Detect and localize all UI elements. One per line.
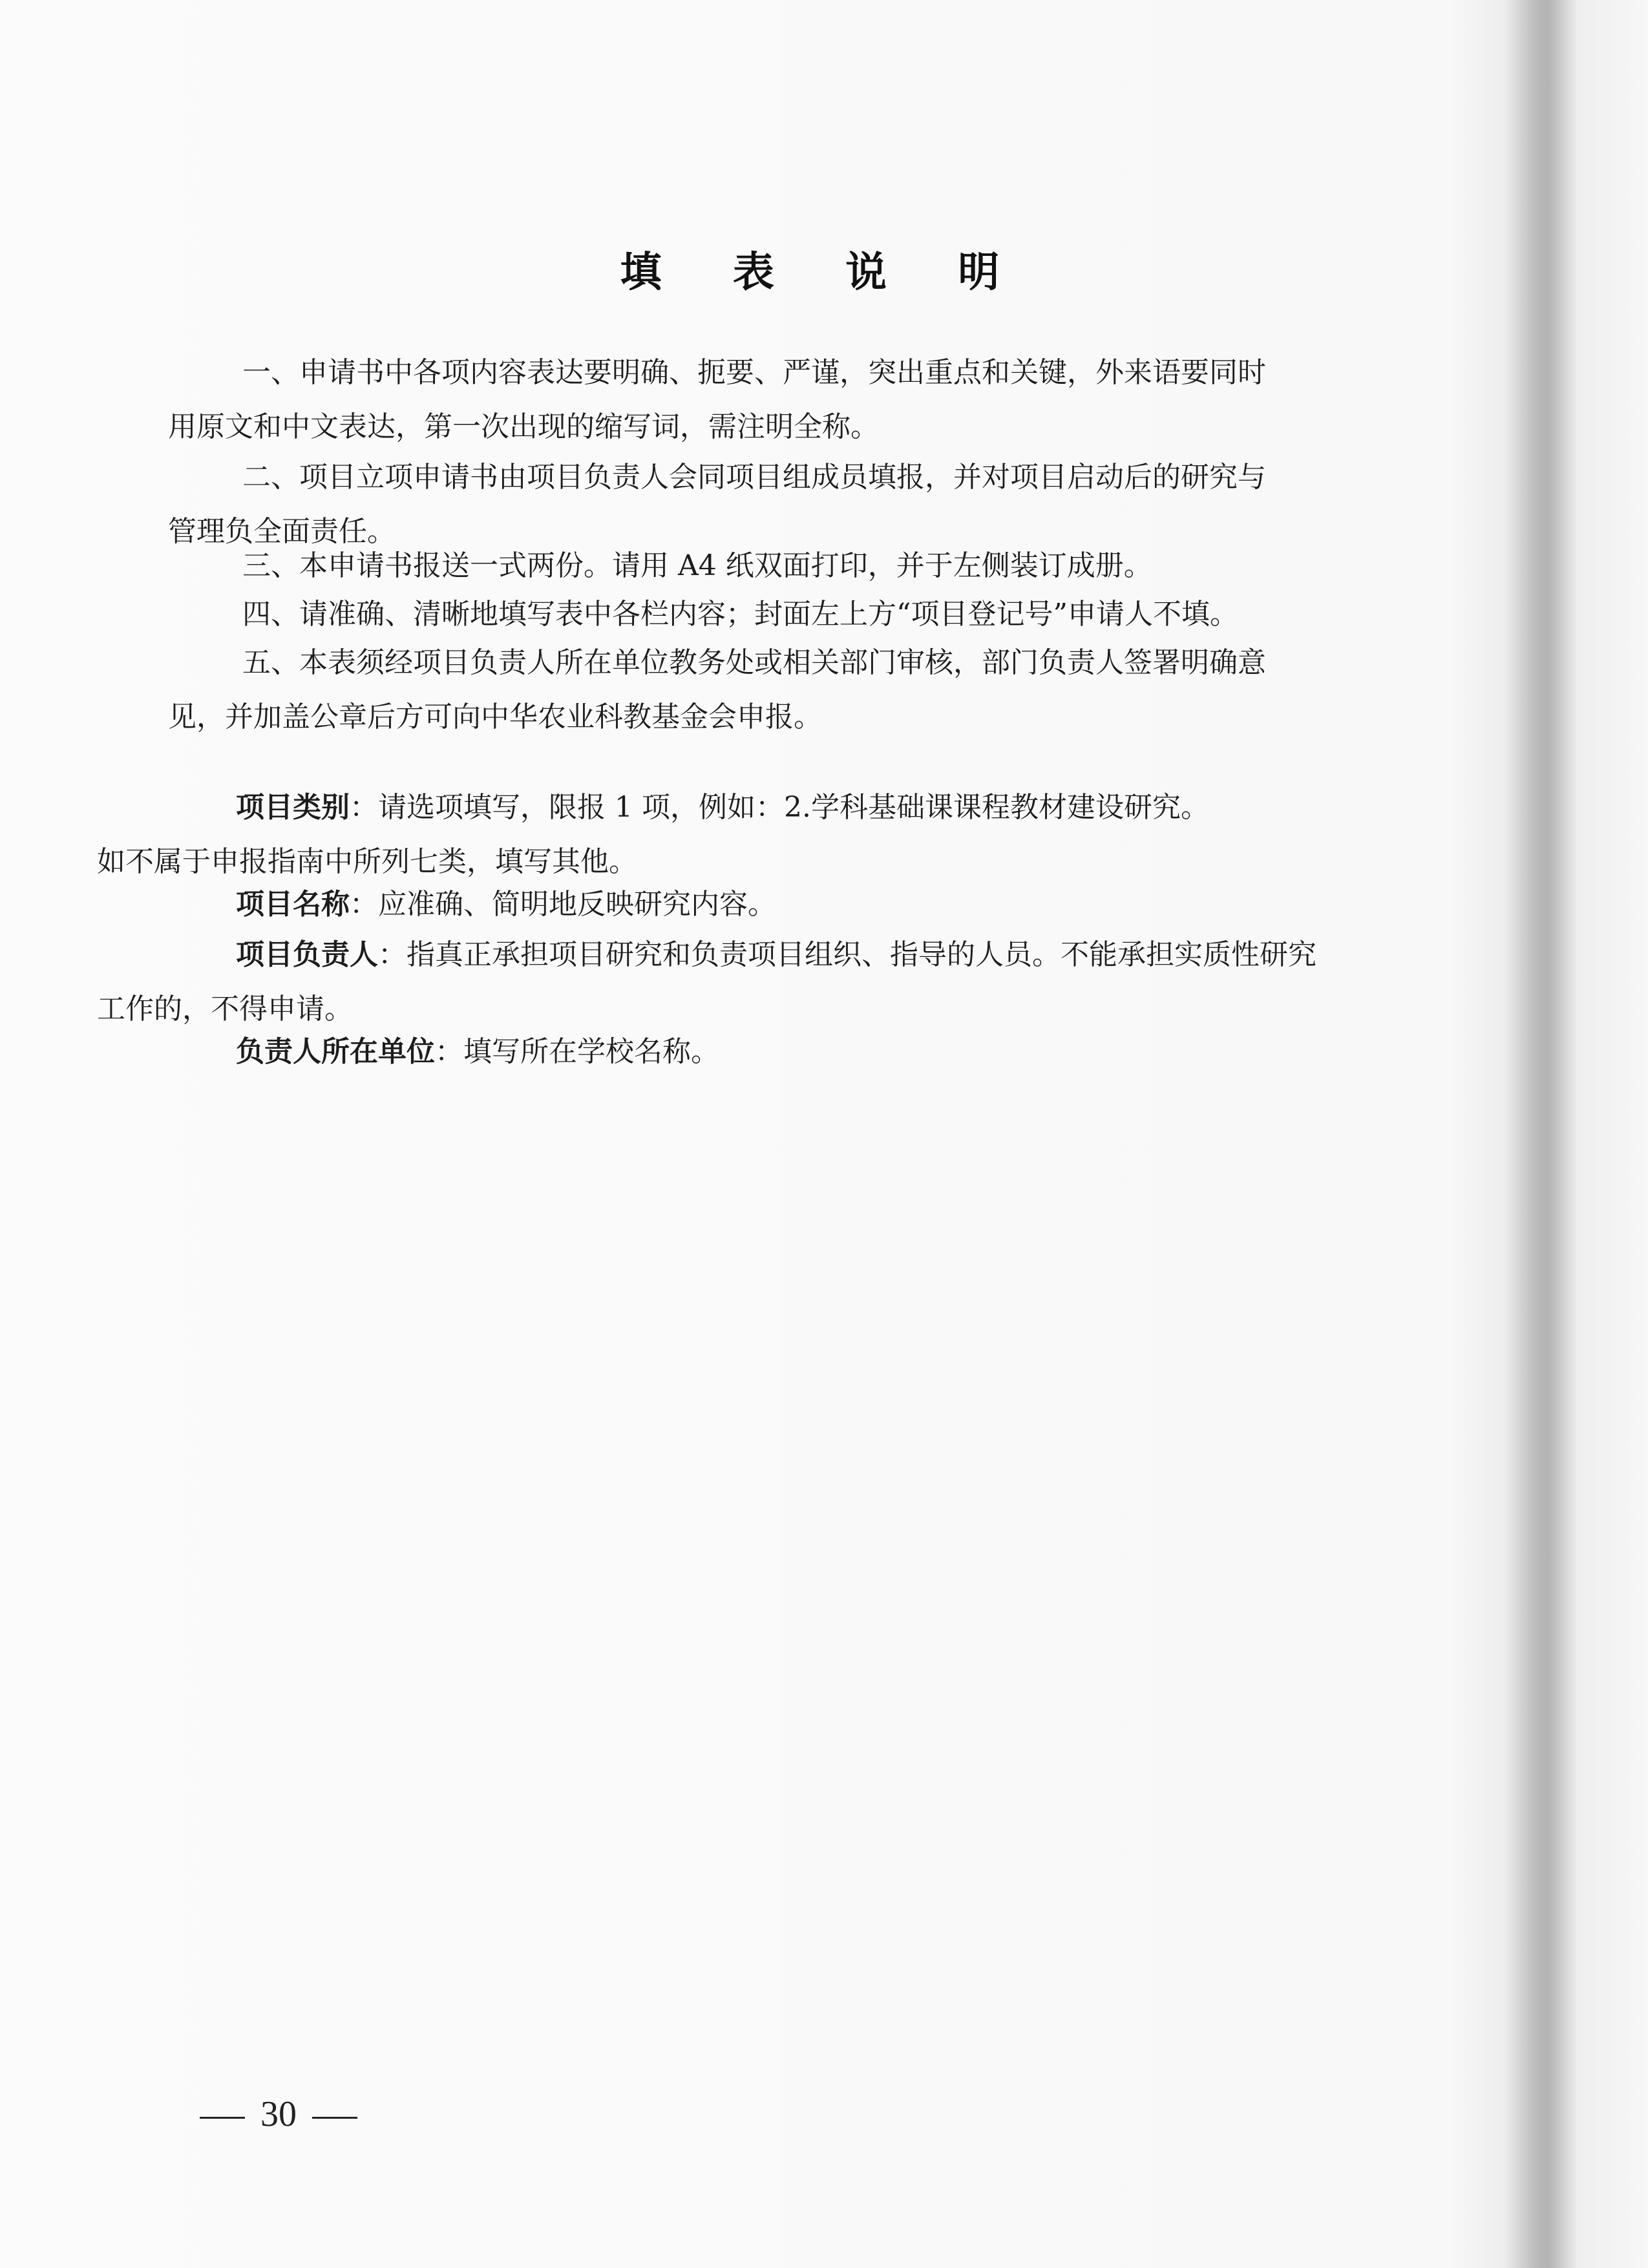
instruction-3-line-1: 三、本申请书报送一式两份。请用 A4 纸双面打印，并于左侧装订成册。 [242, 549, 1152, 582]
page-number-value: 30 [260, 2094, 297, 2134]
instruction-5-line-2: 见，并加盖公章后方可向中华农业科教基金会申报。 [168, 700, 822, 733]
instruction-1-line-1: 一、申请书中各项内容表达要明确、扼要、严谨，突出重点和关键，外来语要同时 [242, 356, 1266, 389]
definition-project-leader [97, 928, 1480, 1036]
definition-2-text: ：应准确、简明地反映研究内容。 [350, 888, 776, 921]
instruction-paragraph-5 [168, 636, 1435, 744]
definition-1-line-1 [97, 781, 1480, 835]
page-number-dash-right [312, 2117, 357, 2119]
definition-3-line-2: 工作的，不得申请。 [97, 992, 353, 1025]
definition-leader-institution [97, 1025, 1480, 1079]
instruction-paragraph-4 [168, 587, 1435, 642]
definition-1-line-2: 如不属于申报指南中所列七类，填写其他。 [97, 845, 637, 878]
definition-4-line-1 [97, 1025, 1480, 1079]
definition-2-line-1 [97, 877, 1480, 932]
definition-3-label: 项目负责人 [236, 938, 378, 971]
binding-shadow [1506, 0, 1577, 2268]
definition-4-text: ：填写所在学校名称。 [435, 1035, 719, 1068]
definition-project-name [97, 877, 1480, 932]
definition-3-text: ：指真正承担项目研究和负责项目组织、指导的人员。不能承担实质性研究 [378, 938, 1316, 971]
instruction-paragraph-3 [168, 539, 1435, 593]
instruction-2-line-1: 二、项目立项申请书由项目负责人会同项目组成员填报，并对项目启动后的研究与 [242, 461, 1266, 494]
page-number [184, 2094, 373, 2135]
instruction-2-line-2: 管理负全面责任。 [168, 515, 396, 548]
instruction-paragraph-1 [168, 346, 1435, 454]
page-title: 填 表 说 明 [620, 249, 1028, 297]
page-number-dash-left [200, 2117, 245, 2119]
definition-project-category [97, 781, 1480, 889]
definition-2-label: 项目名称 [236, 888, 350, 921]
definition-1-label: 项目类别 [236, 791, 350, 824]
instruction-5-line-1: 五、本表须经项目负责人所在单位教务处或相关部门审核，部门负责人签署明确意 [242, 646, 1266, 679]
definition-1-text: ：请选项填写，限报 1 项，例如：2.学科基础课课程教材建设研究。 [350, 791, 1209, 824]
definition-4-label: 负责人所在单位 [236, 1035, 435, 1068]
instruction-4-line-1: 四、请准确、清晰地填写表中各栏内容；封面左上方“项目登记号”申请人不填。 [242, 598, 1238, 631]
definition-3-line-1 [97, 928, 1480, 982]
instruction-1-line-2: 用原文和中文表达，第一次出现的缩写词，需注明全称。 [168, 410, 879, 443]
